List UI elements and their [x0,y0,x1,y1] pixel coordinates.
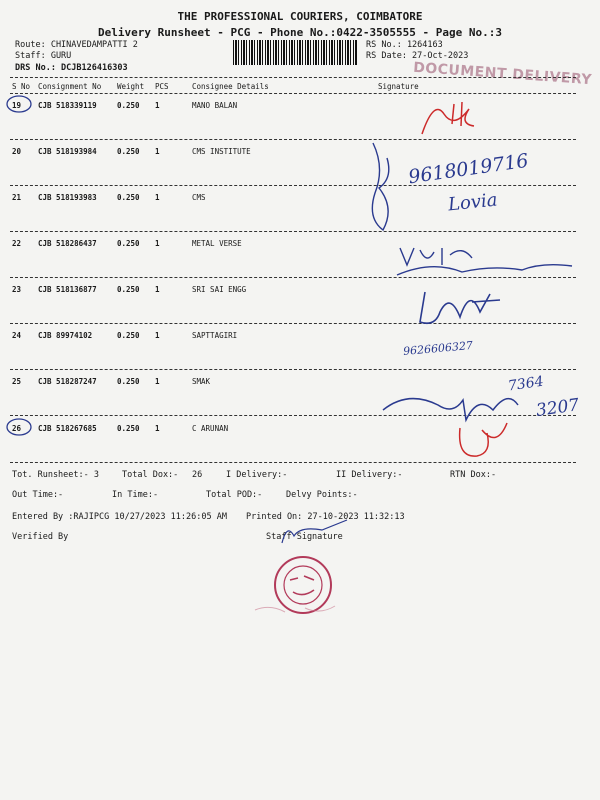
row-details: C ARUNAN [192,424,229,433]
row-consignment: CJB 518193984 [38,147,97,156]
row-details: CMS INSTITUTE [192,147,251,156]
row-details: METAL VERSE [192,239,242,248]
row-sno: 20 [12,147,22,156]
tot-runsheet: Tot. Runsheet:- 3 [12,470,99,480]
row-details: SAPTTAGIRI [192,331,238,340]
row-weight: 0.250 [117,147,140,156]
divider [10,185,576,186]
row-consignment: CJB 518267685 [38,424,97,433]
staff-signature-mark [262,518,352,546]
row-pcs: 1 [155,239,160,248]
total-pod: Total POD:- [206,490,263,500]
row-weight: 0.250 [117,285,140,294]
total-dox-value: 26 [192,470,203,480]
entered-by: Entered By :RAJIPCG 10/27/2023 11:26:05 AM [12,512,227,522]
row-details: SMAK [192,377,211,386]
col-pcs: PCS [155,82,169,91]
handwritten-scribble [392,240,582,285]
row-weight: 0.250 [117,101,140,110]
row-weight: 0.250 [117,331,140,340]
handwritten-phone: 9626606327 [402,338,474,359]
handwritten-name: Lovia [447,189,499,216]
red-signature-mark [452,418,512,466]
row-pcs: 1 [155,285,160,294]
handwritten-number: 7364 [507,373,545,395]
divider [10,369,576,370]
document-delivery-stamp: DOCUMENT DELIVERY [412,59,593,89]
ii-delivery: II Delivery:- [336,470,403,480]
rtn-dox: RTN Dox:- [450,470,497,480]
row-consignment: CJB 518286437 [38,239,97,248]
red-signature-mark [414,94,494,144]
handwritten-number: 3207 [534,395,581,421]
row-pcs: 1 [155,377,160,386]
row-sno: 26 [12,424,22,433]
sno-circle-mark [4,93,34,115]
row-sno: 24 [12,331,22,340]
row-weight: 0.250 [117,193,140,202]
out-time: Out Time:- [12,490,64,500]
row-sno: 23 [12,285,22,294]
col-details: Consignee Details [192,82,269,91]
row-pcs: 1 [155,193,160,202]
divider [10,77,576,78]
row-sno: 21 [12,193,22,202]
row-sno: 19 [12,101,22,110]
drs-number: DRS No.: DCJB126416303 [15,63,128,73]
i-delivery: I Delivery:- [226,470,288,480]
row-sno: 22 [12,239,22,248]
row-consignment: CJB 518193983 [38,193,97,202]
blue-signature-mark [365,138,405,238]
row-consignment: CJB 518287247 [38,377,97,386]
divider [10,231,576,232]
row-details: SRI SAI ENGG [192,285,247,294]
row-consignment: CJB 89974102 [38,331,93,340]
runsheet-subtitle: Delivery Runsheet - PCG - Phone No.:0422-3505555 - Page No.:3 [98,26,502,39]
row-consignment: CJB 518136877 [38,285,97,294]
printed-on: Printed On: 27-10-2023 11:32:13 [246,512,405,522]
barcode [233,40,358,65]
row-pcs: 1 [155,101,160,110]
in-time: In Time:- [112,490,159,500]
staff-label: Staff: GURU [15,51,72,61]
sno-circle-mark [4,416,34,438]
row-consignment: CJB 518339119 [38,101,97,110]
table-row [12,331,576,343]
col-consignment: Consignment No [38,82,102,91]
company-title: THE PROFESSIONAL COURIERS, COIMBATORE [177,10,423,23]
row-pcs: 1 [155,424,160,433]
delvy-points: Delvy Points:- [286,490,358,500]
row-weight: 0.250 [117,239,140,248]
route-label: Route: CHINAVEDAMPATTI 2 [15,40,138,50]
row-weight: 0.250 [117,377,140,386]
row-details: MANO BALAN [192,101,238,110]
verified-by: Verified By [12,532,69,542]
blue-signature-mark [410,282,510,332]
seal-smudge [250,600,340,620]
row-weight: 0.250 [117,424,140,433]
row-details: CMS [192,193,206,202]
row-pcs: 1 [155,147,160,156]
rs-date: RS Date: 27-Oct-2023 [366,51,469,61]
col-signature: Signature [378,82,419,91]
row-sno: 25 [12,377,22,386]
row-pcs: 1 [155,331,160,340]
staff-signature: Staff Signature [266,532,343,542]
rs-number: RS No.: 1264163 [366,40,443,50]
total-dox-label: Total Dox:- [122,470,179,480]
col-weight: Weight [117,82,145,91]
handwritten-phone: 9618019716 [407,149,530,189]
col-sno: S No [12,82,31,91]
